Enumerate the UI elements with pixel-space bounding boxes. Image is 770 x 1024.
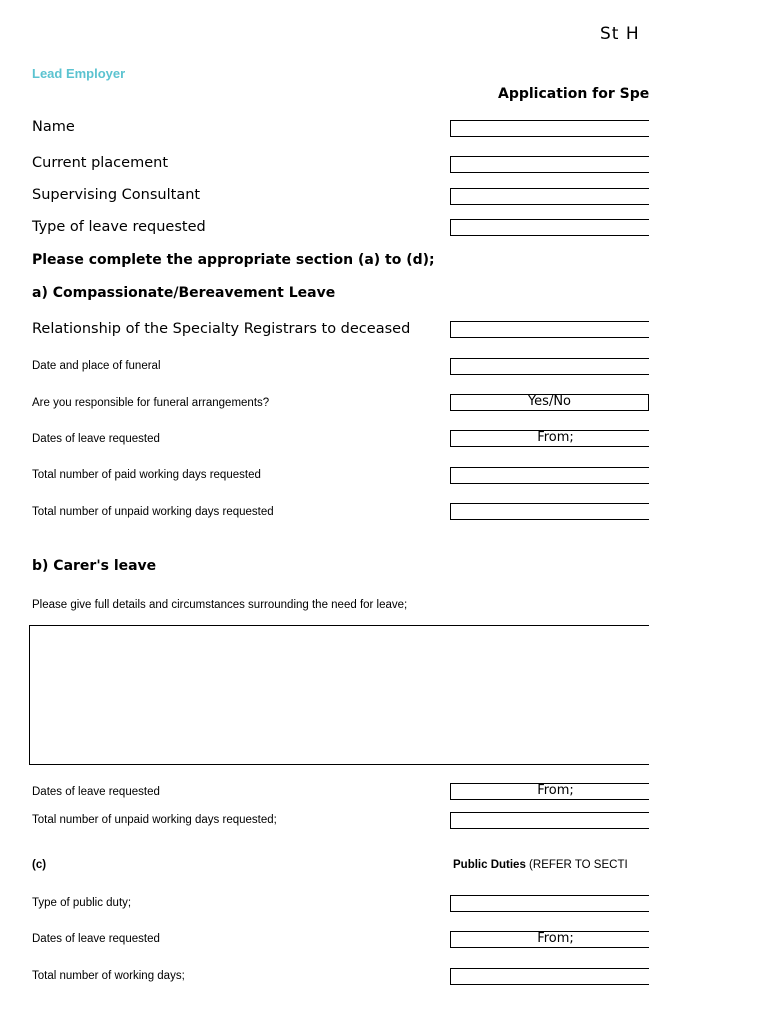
funeral-responsible-field[interactable] bbox=[450, 394, 649, 411]
name-field[interactable] bbox=[450, 120, 660, 137]
supervising-consultant-label: Supervising Consultant bbox=[32, 187, 201, 203]
from-value: From; bbox=[537, 783, 574, 798]
section-c-heading: (c) bbox=[32, 859, 47, 871]
from-value: From; bbox=[537, 430, 574, 445]
lead-employer-label: Lead Employer bbox=[32, 66, 126, 81]
name-label: Name bbox=[32, 119, 75, 135]
page-crop-edge bbox=[649, 0, 770, 1024]
current-placement-label: Current placement bbox=[32, 155, 169, 171]
public-duties-note: (REFER TO SECTI bbox=[525, 859, 628, 871]
working-days-label: Total number of working days; bbox=[32, 970, 185, 982]
leave-type-label: Type of leave requested bbox=[32, 219, 206, 235]
working-days-field[interactable] bbox=[450, 968, 660, 985]
current-placement-field[interactable] bbox=[450, 156, 660, 173]
from-value: From; bbox=[537, 931, 574, 946]
section-b-unpaid-days-field[interactable] bbox=[450, 812, 660, 829]
section-b-dates-label: Dates of leave requested bbox=[32, 786, 160, 798]
instruction-text: Please complete the appropriate section (a) to (d); bbox=[32, 252, 435, 268]
public-duty-type-field[interactable] bbox=[450, 895, 660, 912]
unpaid-days-label: Total number of unpaid working days requested bbox=[32, 506, 274, 518]
section-b-heading: b) Carer's leave bbox=[32, 558, 157, 574]
unpaid-days-field[interactable] bbox=[450, 503, 660, 520]
paid-days-field[interactable] bbox=[450, 467, 660, 484]
public-duties-bold: Public Duties bbox=[453, 859, 526, 871]
funeral-date-place-field[interactable] bbox=[450, 358, 660, 375]
details-label: Please give full details and circumstances surrounding the need for leave; bbox=[32, 599, 408, 611]
section-b-unpaid-days-label: Total number of unpaid working days requested; bbox=[32, 814, 277, 826]
details-textarea[interactable] bbox=[29, 625, 669, 765]
yes-no-value: Yes/No bbox=[527, 394, 572, 409]
leave-type-field[interactable] bbox=[450, 219, 660, 236]
funeral-responsible-label: Are you responsible for funeral arrangements? bbox=[32, 397, 270, 409]
funeral-date-place-label: Date and place of funeral bbox=[32, 360, 161, 372]
relationship-field[interactable] bbox=[450, 321, 660, 338]
section-a-dates-field[interactable] bbox=[450, 430, 660, 447]
section-a-dates-label: Dates of leave requested bbox=[32, 433, 160, 445]
section-c-dates-field[interactable] bbox=[450, 931, 660, 948]
section-a-heading: a) Compassionate/Bereavement Leave bbox=[32, 285, 336, 301]
public-duties-heading bbox=[453, 859, 628, 871]
supervising-consultant-field[interactable] bbox=[450, 188, 660, 205]
public-duty-type-label: Type of public duty; bbox=[32, 897, 132, 909]
section-b-dates-field[interactable] bbox=[450, 783, 660, 800]
form-title: Application for Spe bbox=[498, 86, 650, 102]
section-c-dates-label: Dates of leave requested bbox=[32, 933, 160, 945]
relationship-label: Relationship of the Specialty Registrars to deceased bbox=[32, 321, 411, 337]
paid-days-label: Total number of paid working days requested bbox=[32, 469, 261, 481]
organisation-title: St H bbox=[600, 24, 640, 44]
